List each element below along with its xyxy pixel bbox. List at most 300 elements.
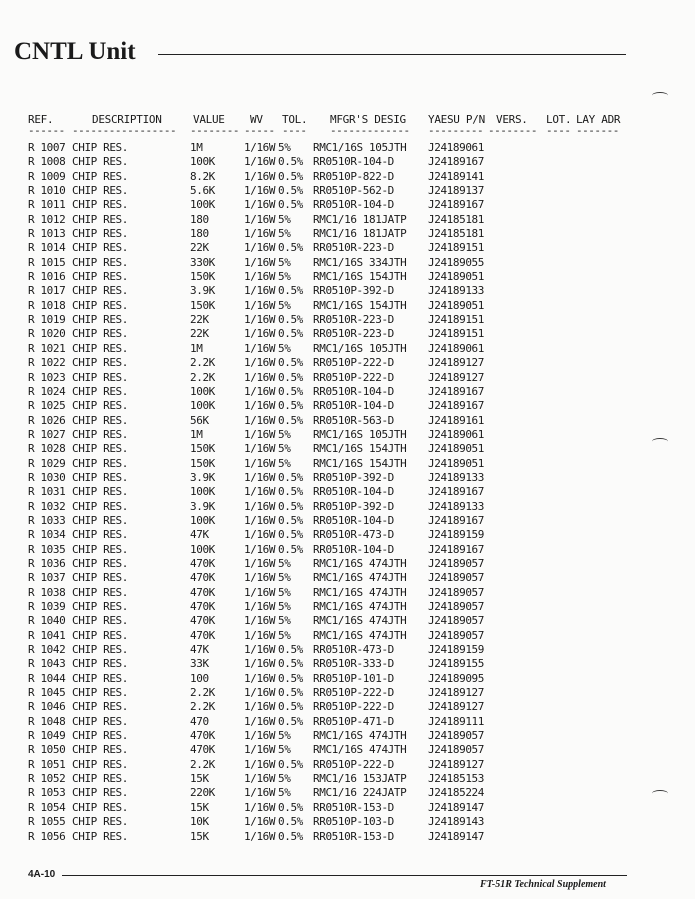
description-cell: CHIP RES.	[72, 772, 129, 786]
table-row	[0, 170, 695, 184]
table-row	[0, 327, 695, 341]
mfgr-desig-cell: RR0510P-222-D	[313, 356, 394, 370]
ref-cell: R 1013	[28, 227, 66, 241]
description-cell: CHIP RES.	[72, 671, 129, 685]
yaesu-pn-cell: J24189095	[428, 671, 485, 685]
ref-cell: R 1012	[28, 212, 66, 226]
yaesu-pn-cell: J24189147	[428, 829, 485, 843]
table-row	[0, 830, 695, 844]
description-cell: CHIP RES.	[72, 757, 129, 771]
value-cell: 2.2K	[190, 356, 215, 370]
wv-cell: 1/16W	[244, 227, 276, 241]
wv-cell: 1/16W	[244, 241, 276, 255]
value-cell: 220K	[190, 786, 215, 800]
description-cell: CHIP RES.	[72, 270, 129, 284]
description-cell: CHIP RES.	[72, 614, 129, 628]
yaesu-pn-cell: J24189137	[428, 184, 485, 198]
mfgr-desig-cell: RR0510R-153-D	[313, 800, 394, 814]
page-title: CNTL Unit	[14, 38, 136, 65]
tolerance-cell: 0.5%	[278, 499, 303, 513]
yaesu-pn-cell: J24189061	[428, 427, 485, 441]
tolerance-cell: 0.5%	[278, 470, 303, 484]
ref-cell: R 1007	[28, 141, 66, 154]
wv-cell: 1/16W	[244, 743, 276, 757]
wv-cell: 1/16W	[244, 341, 276, 355]
wv-cell: 1/16W	[244, 800, 276, 814]
table-row	[0, 586, 695, 600]
mfgr-desig-cell: RR0510R-104-D	[313, 155, 394, 169]
yaesu-pn-cell: J24185181	[428, 212, 485, 226]
mfgr-desig-cell: RMC1/16S 105JTH	[313, 341, 407, 355]
value-cell: 100K	[190, 485, 215, 499]
value-cell: 470K	[190, 743, 215, 757]
wv-cell: 1/16W	[244, 384, 276, 398]
tolerance-cell: 0.5%	[278, 184, 303, 198]
wv-cell: 1/16W	[244, 772, 276, 786]
mfgr-desig-cell: RMC1/16S 474JTH	[313, 729, 407, 743]
wv-cell: 1/16W	[244, 356, 276, 370]
yaesu-pn-cell: J24189051	[428, 298, 485, 312]
tolerance-cell: 0.5%	[278, 700, 303, 714]
wv-cell: 1/16W	[244, 184, 276, 198]
wv-cell: 1/16W	[244, 628, 276, 642]
table-row	[0, 371, 695, 385]
description-cell: CHIP RES.	[72, 141, 129, 154]
mfgr-desig-cell: RR0510R-104-D	[313, 542, 394, 556]
description-cell: CHIP RES.	[72, 800, 129, 814]
col-dash-value: --------	[190, 124, 239, 137]
mfgr-desig-cell: RMC1/16S 154JTH	[313, 298, 407, 312]
yaesu-pn-cell: J24189167	[428, 513, 485, 527]
ref-cell: R 1020	[28, 327, 66, 341]
description-cell: CHIP RES.	[72, 399, 129, 413]
table-row	[0, 672, 695, 686]
table-row	[0, 428, 695, 442]
tolerance-cell: 0.5%	[278, 399, 303, 413]
table-row	[0, 155, 695, 169]
value-cell: 150K	[190, 456, 215, 470]
table-row	[0, 657, 695, 671]
yaesu-pn-cell: J24189155	[428, 657, 485, 671]
table-row	[0, 213, 695, 227]
table-row	[0, 600, 695, 614]
tolerance-cell: 0.5%	[278, 327, 303, 341]
tolerance-cell: 0.5%	[278, 169, 303, 183]
tolerance-cell: 5%	[278, 427, 291, 441]
wv-cell: 1/16W	[244, 141, 276, 154]
value-cell: 15K	[190, 800, 209, 814]
value-cell: 100K	[190, 513, 215, 527]
tolerance-cell: 0.5%	[278, 356, 303, 370]
tolerance-cell: 0.5%	[278, 800, 303, 814]
ref-cell: R 1045	[28, 686, 66, 700]
tolerance-cell: 5%	[278, 786, 291, 800]
tolerance-cell: 5%	[278, 341, 291, 355]
ref-cell: R 1046	[28, 700, 66, 714]
ref-cell: R 1014	[28, 241, 66, 255]
ref-cell: R 1008	[28, 155, 66, 169]
title-rule	[158, 54, 626, 55]
mfgr-desig-cell: RR0510P-222-D	[313, 700, 394, 714]
table-row	[0, 141, 695, 155]
yaesu-pn-cell: J24189133	[428, 470, 485, 484]
value-cell: 330K	[190, 255, 215, 269]
yaesu-pn-cell: J24189151	[428, 241, 485, 255]
value-cell: 47K	[190, 643, 209, 657]
yaesu-pn-cell: J24189127	[428, 686, 485, 700]
table-row	[0, 442, 695, 456]
tolerance-cell: 5%	[278, 212, 291, 226]
mfgr-desig-cell: RR0510R-223-D	[313, 327, 394, 341]
wv-cell: 1/16W	[244, 456, 276, 470]
mfgr-desig-cell: RR0510R-153-D	[313, 829, 394, 843]
tolerance-cell: 0.5%	[278, 198, 303, 212]
value-cell: 100K	[190, 384, 215, 398]
footer-document-title: FT-51R Technical Supplement	[480, 879, 606, 890]
wv-cell: 1/16W	[244, 399, 276, 413]
ref-cell: R 1019	[28, 313, 66, 327]
wv-cell: 1/16W	[244, 714, 276, 728]
wv-cell: 1/16W	[244, 528, 276, 542]
wv-cell: 1/16W	[244, 155, 276, 169]
description-cell: CHIP RES.	[72, 370, 129, 384]
table-row	[0, 184, 695, 198]
wv-cell: 1/16W	[244, 585, 276, 599]
value-cell: 470K	[190, 585, 215, 599]
ref-cell: R 1009	[28, 169, 66, 183]
wv-cell: 1/16W	[244, 169, 276, 183]
wv-cell: 1/16W	[244, 212, 276, 226]
table-row	[0, 500, 695, 514]
description-cell: CHIP RES.	[72, 571, 129, 585]
yaesu-pn-cell: J24189159	[428, 528, 485, 542]
mfgr-desig-cell: RR0510P-471-D	[313, 714, 394, 728]
value-cell: 470K	[190, 600, 215, 613]
wv-cell: 1/16W	[244, 370, 276, 384]
mfgr-desig-cell: RMC1/16 224JATP	[313, 786, 407, 800]
yaesu-pn-cell: J24189057	[428, 600, 485, 613]
tolerance-cell: 5%	[278, 729, 291, 743]
table-row	[0, 385, 695, 399]
value-cell: 100K	[190, 198, 215, 212]
table-row	[0, 399, 695, 413]
yaesu-pn-cell: J24189161	[428, 413, 485, 427]
ref-cell: R 1038	[28, 585, 66, 599]
description-cell: CHIP RES.	[72, 786, 129, 800]
value-cell: 180	[190, 227, 209, 241]
wv-cell: 1/16W	[244, 499, 276, 513]
description-cell: CHIP RES.	[72, 528, 129, 542]
tolerance-cell: 0.5%	[278, 657, 303, 671]
mfgr-desig-cell: RMC1/16S 474JTH	[313, 585, 407, 599]
col-dash-mfgr: -------------	[330, 124, 410, 137]
description-cell: CHIP RES.	[72, 743, 129, 757]
value-cell: 2.2K	[190, 700, 215, 714]
tolerance-cell: 5%	[278, 456, 291, 470]
ref-cell: R 1035	[28, 542, 66, 556]
ref-cell: R 1053	[28, 786, 66, 800]
table-row	[0, 457, 695, 471]
footer-rule	[62, 875, 627, 876]
value-cell: 1M	[190, 341, 203, 355]
description-cell: CHIP RES.	[72, 155, 129, 169]
ref-cell: R 1022	[28, 356, 66, 370]
wv-cell: 1/16W	[244, 815, 276, 829]
col-header-mfgr: MFGR'S DESIG	[330, 113, 406, 126]
wv-cell: 1/16W	[244, 657, 276, 671]
description-cell: CHIP RES.	[72, 657, 129, 671]
value-cell: 3.9K	[190, 284, 215, 298]
tolerance-cell: 0.5%	[278, 686, 303, 700]
table-row	[0, 543, 695, 557]
tolerance-cell: 5%	[278, 141, 291, 154]
mfgr-desig-cell: RR0510P-103-D	[313, 815, 394, 829]
yaesu-pn-cell: J24189057	[428, 729, 485, 743]
ref-cell: R 1041	[28, 628, 66, 642]
mfgr-desig-cell: RR0510P-822-D	[313, 169, 394, 183]
ref-cell: R 1051	[28, 757, 66, 771]
value-cell: 22K	[190, 241, 209, 255]
ref-cell: R 1048	[28, 714, 66, 728]
ref-cell: R 1016	[28, 270, 66, 284]
description-cell: CHIP RES.	[72, 714, 129, 728]
col-dash-ref: ------	[28, 124, 65, 137]
wv-cell: 1/16W	[244, 671, 276, 685]
tolerance-cell: 0.5%	[278, 815, 303, 829]
col-dash-description: -----------------	[72, 124, 177, 137]
value-cell: 8.2K	[190, 169, 215, 183]
col-header-wv: WV	[250, 113, 263, 126]
mfgr-desig-cell: RMC1/16S 474JTH	[313, 743, 407, 757]
ref-cell: R 1044	[28, 671, 66, 685]
table-row	[0, 198, 695, 212]
wv-cell: 1/16W	[244, 313, 276, 327]
mfgr-desig-cell: RMC1/16 181JATP	[313, 212, 407, 226]
tolerance-cell: 5%	[278, 270, 291, 284]
yaesu-pn-cell: J24189143	[428, 815, 485, 829]
table-row	[0, 772, 695, 786]
ref-cell: R 1026	[28, 413, 66, 427]
ref-cell: R 1029	[28, 456, 66, 470]
yaesu-pn-cell: J24189127	[428, 700, 485, 714]
table-row	[0, 715, 695, 729]
tolerance-cell: 0.5%	[278, 284, 303, 298]
mfgr-desig-cell: RR0510R-333-D	[313, 657, 394, 671]
description-cell: CHIP RES.	[72, 628, 129, 642]
table-row	[0, 557, 695, 571]
yaesu-pn-cell: J24189159	[428, 643, 485, 657]
tolerance-cell: 0.5%	[278, 513, 303, 527]
table-row	[0, 256, 695, 270]
ref-cell: R 1050	[28, 743, 66, 757]
mfgr-desig-cell: RMC1/16S 474JTH	[313, 571, 407, 585]
table-row	[0, 270, 695, 284]
ref-cell: R 1031	[28, 485, 66, 499]
mfgr-desig-cell: RR0510P-562-D	[313, 184, 394, 198]
table-row	[0, 227, 695, 241]
table-row	[0, 571, 695, 585]
description-cell: CHIP RES.	[72, 556, 129, 570]
yaesu-pn-cell: J24189051	[428, 442, 485, 456]
wv-cell: 1/16W	[244, 614, 276, 628]
col-dash-yaesu: ---------	[428, 124, 484, 137]
wv-cell: 1/16W	[244, 284, 276, 298]
description-cell: CHIP RES.	[72, 456, 129, 470]
yaesu-pn-cell: J24189167	[428, 384, 485, 398]
mfgr-desig-cell: RMC1/16S 474JTH	[313, 614, 407, 628]
description-cell: CHIP RES.	[72, 327, 129, 341]
ref-cell: R 1040	[28, 614, 66, 628]
value-cell: 100K	[190, 155, 215, 169]
value-cell: 2.2K	[190, 370, 215, 384]
mfgr-desig-cell: RR0510R-223-D	[313, 241, 394, 255]
yaesu-pn-cell: J24185181	[428, 227, 485, 241]
wv-cell: 1/16W	[244, 513, 276, 527]
mfgr-desig-cell: RR0510P-392-D	[313, 499, 394, 513]
tolerance-cell: 5%	[278, 628, 291, 642]
tolerance-cell: 0.5%	[278, 757, 303, 771]
mfgr-desig-cell: RMC1/16S 105JTH	[313, 141, 407, 154]
tolerance-cell: 0.5%	[278, 370, 303, 384]
table-row	[0, 815, 695, 829]
value-cell: 100K	[190, 542, 215, 556]
ref-cell: R 1024	[28, 384, 66, 398]
tolerance-cell: 0.5%	[278, 313, 303, 327]
description-cell: CHIP RES.	[72, 298, 129, 312]
ref-cell: R 1033	[28, 513, 66, 527]
ref-cell: R 1055	[28, 815, 66, 829]
yaesu-pn-cell: J24189167	[428, 198, 485, 212]
yaesu-pn-cell: J24189057	[428, 585, 485, 599]
mfgr-desig-cell: RMC1/16S 154JTH	[313, 442, 407, 456]
ref-cell: R 1023	[28, 370, 66, 384]
ref-cell: R 1042	[28, 643, 66, 657]
yaesu-pn-cell: J24189127	[428, 370, 485, 384]
value-cell: 470K	[190, 729, 215, 743]
margin-mark	[652, 92, 668, 99]
tolerance-cell: 0.5%	[278, 384, 303, 398]
mfgr-desig-cell: RR0510R-563-D	[313, 413, 394, 427]
table-row	[0, 786, 695, 800]
tolerance-cell: 5%	[278, 442, 291, 456]
value-cell: 150K	[190, 442, 215, 456]
description-cell: CHIP RES.	[72, 284, 129, 298]
ref-cell: R 1056	[28, 829, 66, 843]
description-cell: CHIP RES.	[72, 470, 129, 484]
wv-cell: 1/16W	[244, 270, 276, 284]
description-cell: CHIP RES.	[72, 700, 129, 714]
value-cell: 15K	[190, 829, 209, 843]
table-row	[0, 284, 695, 298]
wv-cell: 1/16W	[244, 298, 276, 312]
tolerance-cell: 5%	[278, 571, 291, 585]
mfgr-desig-cell: RR0510P-101-D	[313, 671, 394, 685]
description-cell: CHIP RES.	[72, 413, 129, 427]
yaesu-pn-cell: J24189151	[428, 327, 485, 341]
yaesu-pn-cell: J24189127	[428, 757, 485, 771]
ref-cell: R 1054	[28, 800, 66, 814]
wv-cell: 1/16W	[244, 643, 276, 657]
description-cell: CHIP RES.	[72, 427, 129, 441]
col-header-value: VALUE	[193, 113, 225, 126]
tolerance-cell: 0.5%	[278, 643, 303, 657]
description-cell: CHIP RES.	[72, 255, 129, 269]
value-cell: 10K	[190, 815, 209, 829]
mfgr-desig-cell: RMC1/16S 154JTH	[313, 270, 407, 284]
tolerance-cell: 5%	[278, 227, 291, 241]
col-header-yaesu: YAESU P/N	[428, 113, 485, 126]
yaesu-pn-cell: J24185224	[428, 786, 485, 800]
yaesu-pn-cell: J24189133	[428, 499, 485, 513]
table-row	[0, 743, 695, 757]
description-cell: CHIP RES.	[72, 442, 129, 456]
description-cell: CHIP RES.	[72, 313, 129, 327]
value-cell: 100K	[190, 399, 215, 413]
col-dash-lot: ----	[546, 124, 571, 137]
yaesu-pn-cell: J24189061	[428, 341, 485, 355]
col-dash-tol: ----	[282, 124, 307, 137]
description-cell: CHIP RES.	[72, 829, 129, 843]
yaesu-pn-cell: J24189167	[428, 155, 485, 169]
mfgr-desig-cell: RR0510R-473-D	[313, 528, 394, 542]
ref-cell: R 1011	[28, 198, 66, 212]
value-cell: 5.6K	[190, 184, 215, 198]
ref-cell: R 1027	[28, 427, 66, 441]
mfgr-desig-cell: RMC1/16S 334JTH	[313, 255, 407, 269]
ref-cell: R 1052	[28, 772, 66, 786]
yaesu-pn-cell: J24189057	[428, 628, 485, 642]
mfgr-desig-cell: RR0510R-473-D	[313, 643, 394, 657]
table-row	[0, 729, 695, 743]
yaesu-pn-cell: J24189051	[428, 456, 485, 470]
value-cell: 470K	[190, 571, 215, 585]
wv-cell: 1/16W	[244, 413, 276, 427]
table-row	[0, 629, 695, 643]
ref-cell: R 1015	[28, 255, 66, 269]
yaesu-pn-cell: J24189133	[428, 284, 485, 298]
table-row	[0, 528, 695, 542]
yaesu-pn-cell: J24189051	[428, 270, 485, 284]
value-cell: 2.2K	[190, 686, 215, 700]
col-header-ref: REF.	[28, 113, 54, 126]
table-row	[0, 485, 695, 499]
description-cell: CHIP RES.	[72, 184, 129, 198]
tolerance-cell: 5%	[278, 743, 291, 757]
tolerance-cell: 0.5%	[278, 829, 303, 843]
margin-mark	[652, 790, 668, 797]
table-row	[0, 758, 695, 772]
footer-page-number: 4A-10	[28, 869, 56, 880]
mfgr-desig-cell: RR0510P-222-D	[313, 686, 394, 700]
table-row	[0, 514, 695, 528]
value-cell: 2.2K	[190, 757, 215, 771]
ref-cell: R 1043	[28, 657, 66, 671]
ref-cell: R 1010	[28, 184, 66, 198]
ref-cell: R 1039	[28, 600, 66, 613]
wv-cell: 1/16W	[244, 686, 276, 700]
wv-cell: 1/16W	[244, 571, 276, 585]
ref-cell: R 1018	[28, 298, 66, 312]
yaesu-pn-cell: J24189151	[428, 313, 485, 327]
description-cell: CHIP RES.	[72, 241, 129, 255]
description-cell: CHIP RES.	[72, 542, 129, 556]
description-cell: CHIP RES.	[72, 499, 129, 513]
wv-cell: 1/16W	[244, 600, 276, 613]
value-cell: 470K	[190, 556, 215, 570]
wv-cell: 1/16W	[244, 729, 276, 743]
mfgr-desig-cell: RMC1/16S 474JTH	[313, 600, 407, 613]
yaesu-pn-cell: J24189057	[428, 571, 485, 585]
